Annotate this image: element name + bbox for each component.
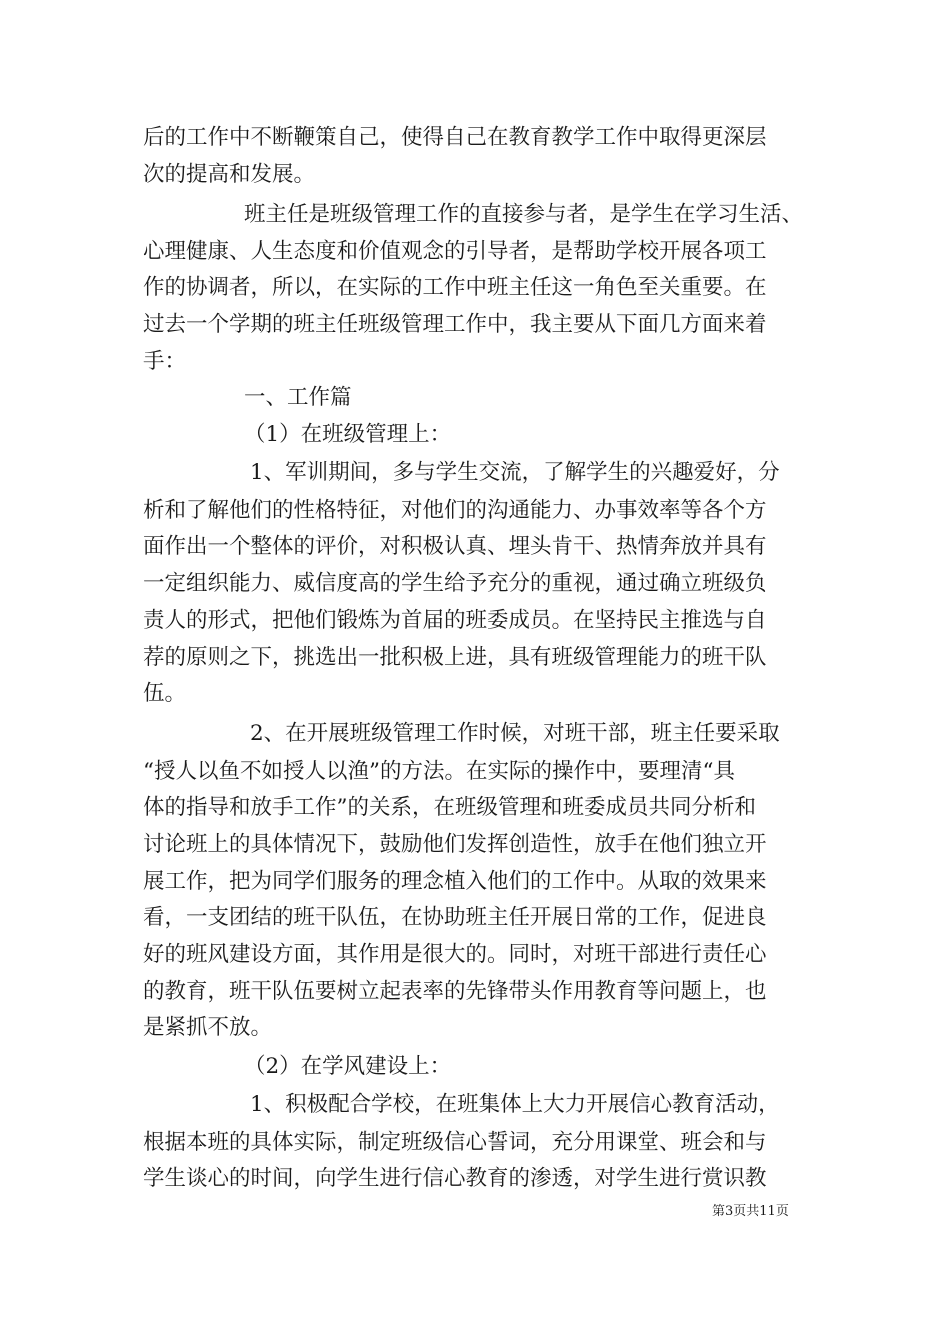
body-line: 是紧抓不放。 <box>143 1015 273 1040</box>
section-heading: 一、工作篇 <box>244 385 352 410</box>
body-line: 体的指导和放手工作”的关系，在班级管理和班委成员共同分析和 <box>143 795 756 820</box>
body-line: 次的提高和发展。 <box>143 162 316 187</box>
body-line: 根据本班的具体实际，制定班级信心誓词，充分用课堂、班会和与 <box>143 1130 767 1155</box>
paragraph-line: 1、军训期间，多与学生交流，了解学生的兴趣爱好，分 <box>250 460 780 485</box>
body-line: “授人以鱼不如授人以渔”的方法。在实际的操作中，要理清“具 <box>143 759 735 784</box>
body-line: 面作出一个整体的评价，对积极认真、埋头肯干、热情奔放并具有 <box>143 534 767 559</box>
body-line: 手： <box>143 349 187 374</box>
body-line: 后的工作中不断鞭策自己，使得自己在教育教学工作中取得更深层 <box>143 125 767 150</box>
body-line: 责人的形式，把他们锻炼为首届的班委成员。在坚持民主推选与自 <box>143 608 767 633</box>
body-line: 作的协调者，所以，在实际的工作中班主任这一角色至关重要。在 <box>143 275 767 300</box>
body-line: 一定组织能力、威信度高的学生给予充分的重视，通过确立班级负 <box>143 571 767 596</box>
paragraph-line: 1、积极配合学校，在班集体上大力开展信心教育活动， <box>250 1092 780 1117</box>
body-line: 伍。 <box>143 681 187 706</box>
page-number: 第3页共11页 <box>712 1204 789 1219</box>
subsection-heading: （2）在学风建设上： <box>244 1054 452 1079</box>
body-line: 析和了解他们的性格特征，对他们的沟通能力、办事效率等各个方 <box>143 498 767 523</box>
paragraph-line: 班主任是班级管理工作的直接参与者，是学生在学习生活、 <box>244 202 804 227</box>
subsection-heading: （1）在班级管理上： <box>244 422 452 447</box>
paragraph-line: 2、在开展班级管理工作时候，对班干部，班主任要采取 <box>250 721 780 746</box>
body-line: 看，一支团结的班干队伍，在协助班主任开展日常的工作，促进良 <box>143 905 767 930</box>
body-line: 展工作，把为同学们服务的理念植入他们的工作中。从取的效果来 <box>143 869 767 894</box>
body-line: 好的班风建设方面，其作用是很大的。同时，对班干部进行责任心 <box>143 942 767 967</box>
body-line: 心理健康、人生态度和价值观念的引导者，是帮助学校开展各项工 <box>143 239 767 264</box>
body-line: 的教育，班干队伍要树立起表率的先锋带头作用教育等问题上，也 <box>143 979 767 1004</box>
body-line: 学生谈心的时间，向学生进行信心教育的渗透，对学生进行赏识教 <box>143 1166 767 1191</box>
body-line: 过去一个学期的班主任班级管理工作中，我主要从下面几方面来着 <box>143 312 767 337</box>
body-line: 讨论班上的具体情况下，鼓励他们发挥创造性，放手在他们独立开 <box>143 832 767 857</box>
body-line: 荐的原则之下，挑选出一批积极上进，具有班级管理能力的班干队 <box>143 645 767 670</box>
